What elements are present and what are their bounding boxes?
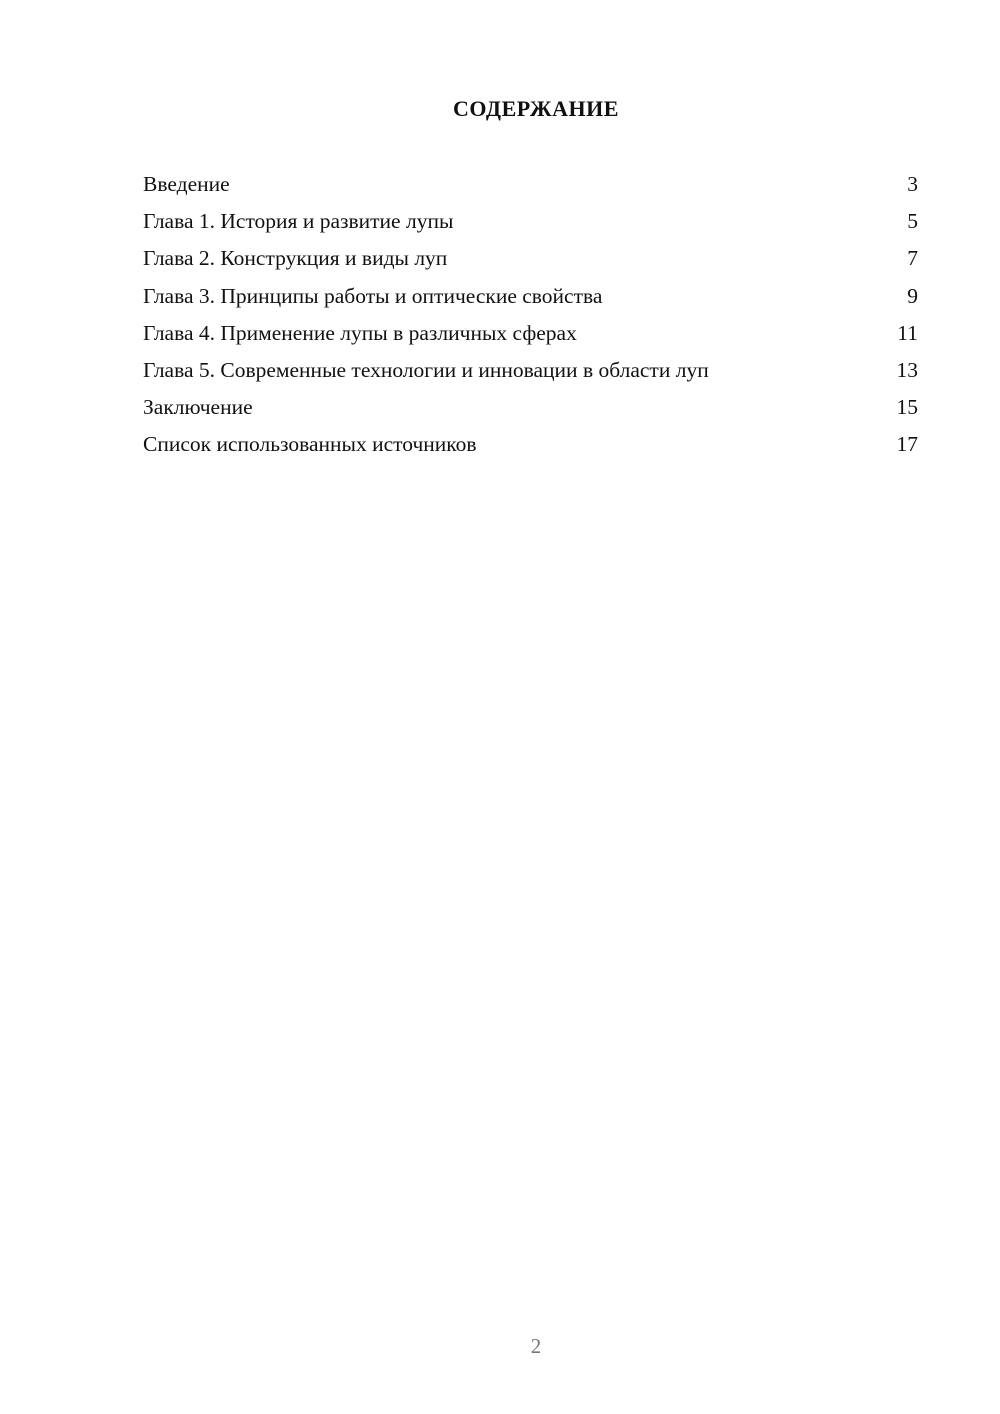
toc-entry-chapter-1 — [143, 207, 918, 244]
toc-entry-chapter-4 — [143, 319, 918, 356]
toc-entry-page: 13 — [896, 357, 918, 382]
toc-entry-page: 15 — [896, 395, 918, 420]
table-of-contents — [143, 170, 918, 468]
toc-entry-chapter-3 — [143, 282, 918, 319]
toc-entry-page: 11 — [897, 320, 918, 345]
toc-entry-label: Глава 1. История и развитие лупы — [143, 209, 454, 234]
toc-entry-page: 5 — [907, 209, 918, 234]
toc-entry-label: Глава 3. Принципы работы и оптические свойства — [143, 283, 603, 308]
toc-entry-label: Глава 4. Применение лупы в различных сферах — [143, 320, 577, 345]
page-title: СОДЕРЖАНИЕ — [453, 96, 619, 121]
toc-entry-label: Глава 2. Конструкция и виды луп — [143, 246, 448, 271]
toc-entry-label: Введение — [143, 172, 230, 196]
toc-entry-conclusion — [143, 393, 918, 430]
toc-entry-chapter-5 — [143, 356, 918, 393]
toc-entry-label: Глава 5. Современные технологии и инновации в области луп — [143, 357, 709, 382]
toc-entry-page: 9 — [907, 283, 918, 308]
page-number: 2 — [530, 1334, 542, 1358]
toc-entry-references — [143, 430, 918, 467]
toc-entry-label: Список использованных источников — [143, 432, 477, 457]
toc-entry-page: 17 — [896, 432, 918, 457]
toc-entry-chapter-2 — [143, 244, 918, 281]
toc-entry-label: Заключение — [143, 395, 253, 420]
toc-entry-page: 3 — [907, 172, 918, 196]
toc-entry-introduction — [143, 170, 918, 207]
toc-entry-page: 7 — [907, 246, 918, 271]
